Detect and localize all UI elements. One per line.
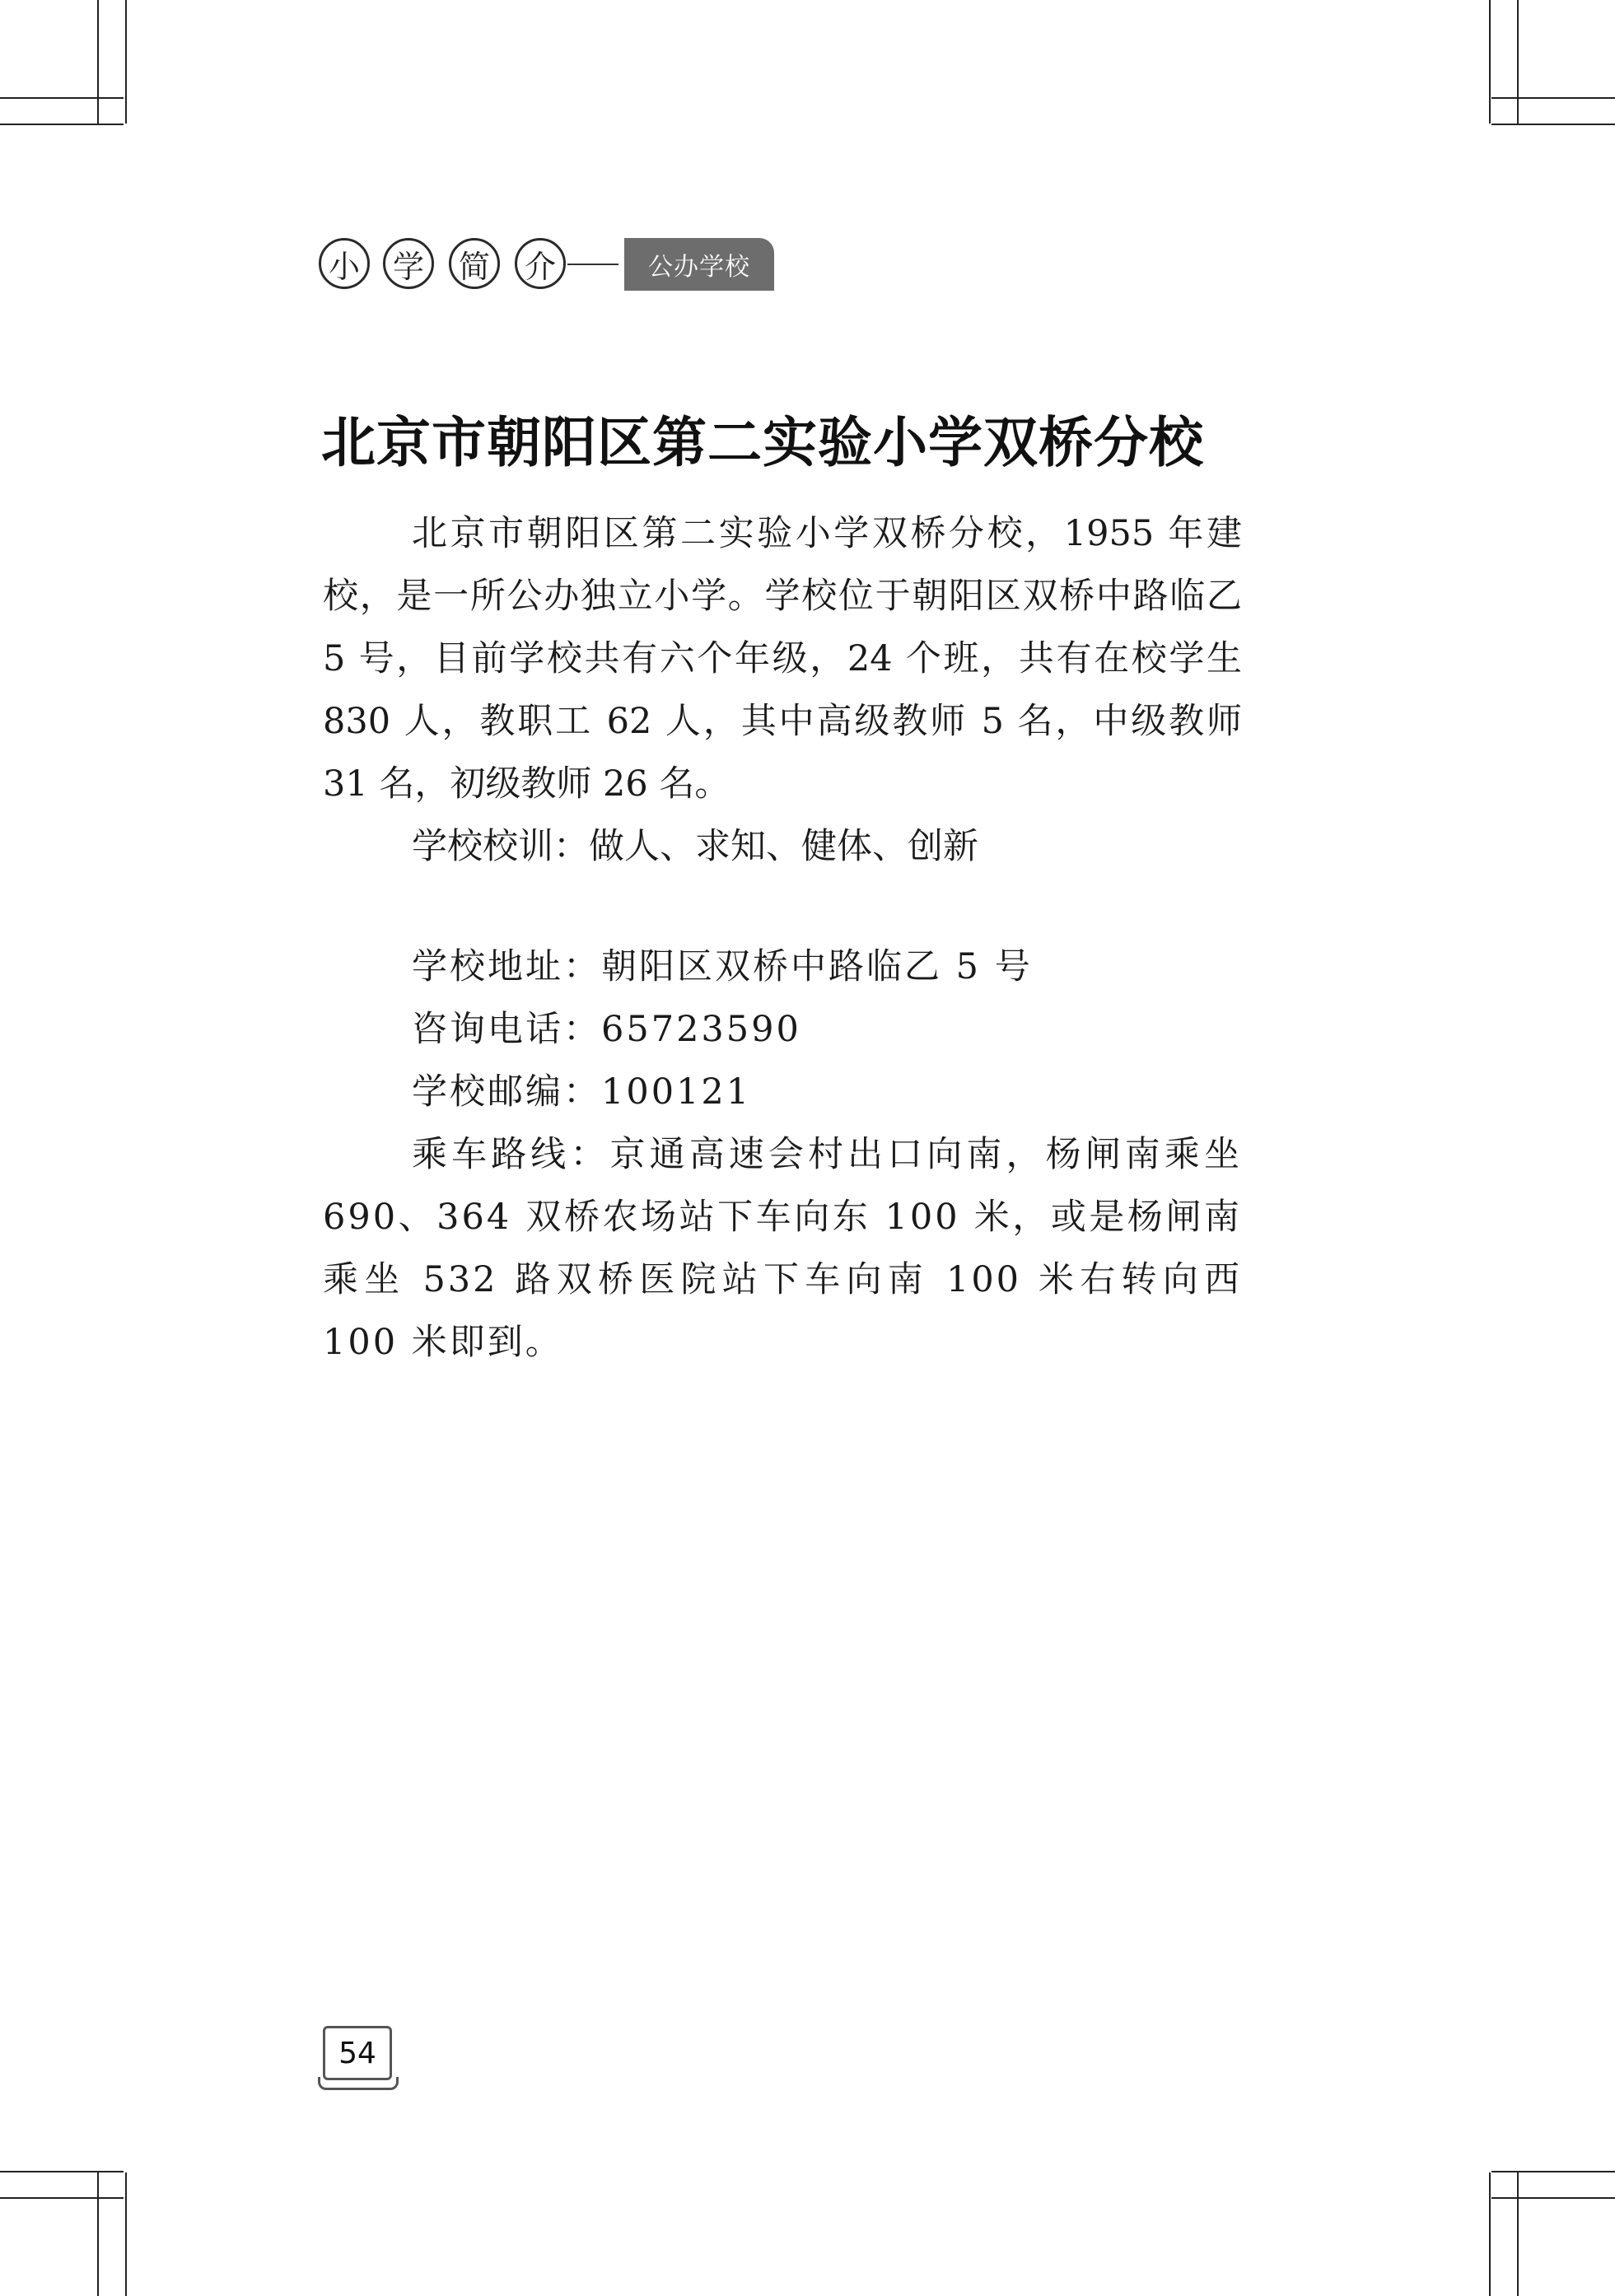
page-number-badge <box>318 2026 399 2092</box>
header-circle-char: 学 <box>383 238 434 289</box>
crop-mark <box>97 2172 99 2296</box>
crop-mark <box>1517 0 1519 124</box>
address-line: 学校地址：朝阳区双桥中路临乙 5 号 <box>412 946 1033 987</box>
phone-line: 咨询电话：65723590 <box>412 1009 801 1050</box>
contact-info <box>323 936 1242 1374</box>
header-circle-char: 简 <box>449 238 500 289</box>
header-circle-char: 小 <box>319 238 370 289</box>
crop-mark <box>1489 2172 1491 2296</box>
crop-mark <box>125 0 127 124</box>
header-divider-line <box>567 264 618 265</box>
crop-mark <box>0 97 124 99</box>
crop-mark <box>0 2171 124 2172</box>
page-number: 54 <box>323 2026 392 2080</box>
crop-mark <box>1491 97 1615 99</box>
crop-mark <box>125 2172 127 2296</box>
category-tag: 公办学校 <box>624 238 774 291</box>
crop-mark <box>1491 124 1615 125</box>
crop-mark <box>97 0 99 124</box>
school-motto: 学校校训：做人、求知、健体、创新 <box>412 826 978 867</box>
page-title: 北京市朝阳区第二实验小学双桥分校 <box>321 411 1204 474</box>
section-header <box>319 238 780 297</box>
header-circle-char: 介 <box>515 238 566 289</box>
book-base-icon <box>318 2077 399 2090</box>
crop-mark <box>1517 2172 1519 2296</box>
route-paragraph: 乘车路线：京通高速会村出口向南，杨闸南乘坐 690、364 双桥农场站下车向东 100 米，或是杨闸南乘坐 532 路双桥医院站下车向南 100 米右转向西 100 米即到。 <box>323 1134 1242 1363</box>
crop-mark <box>1491 2171 1615 2172</box>
crop-mark <box>0 2197 124 2199</box>
crop-mark <box>1491 2197 1615 2199</box>
crop-mark <box>0 124 124 125</box>
intro-paragraph: 北京市朝阳区第二实验小学双桥分校，1955 年建校，是一所公办独立小学。学校位于朝阳区双桥中路临乙 5 号，目前学校共有六个年级，24 个班，共有在校学生 830 人，教职工 62 人，其中高级教师 5 名，中级教师 31 名，初级教师 26 名。 <box>323 513 1242 805</box>
crop-mark <box>1489 0 1491 124</box>
postcode-line: 学校邮编：100121 <box>412 1071 752 1113</box>
